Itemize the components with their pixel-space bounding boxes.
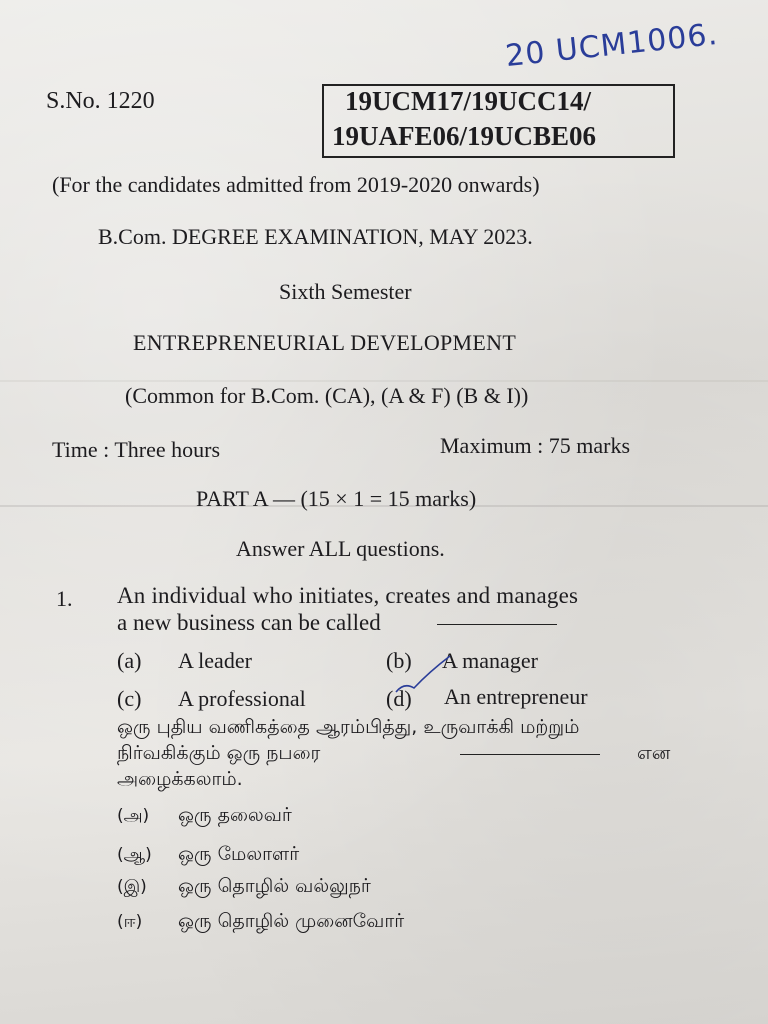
common-for-note: (Common for B.Com. (CA), (A & F) (B & I)) [125,383,529,408]
pen-tick-mark-icon [394,652,454,702]
tamil-question-line-1: ஒரு புதிய வணிகத்தை ஆரம்பித்து, உருவாக்கி மற்றும் [117,716,580,738]
course-code-line-1: 19UCM17/19UCC14/ [345,86,591,116]
option-text: A leader [178,648,252,673]
tamil-option-key: (ஈ) [117,912,143,932]
question-text-line-2: a new business can be called [117,610,381,635]
option-text: A manager [442,648,538,673]
tamil-option-text: ஒரு தொழில் முனைவோர் [178,910,405,932]
option-key: (c) [117,686,142,711]
handwritten-note: 20 UCM1006. [503,16,720,75]
tamil-option-text: ஒரு மேலாளர் [178,843,300,865]
tamil-option-key: (ஆ) [117,845,152,865]
option-text: A professional [178,686,306,711]
tamil-option-key: (இ) [117,877,147,897]
serial-number: S.No. 1220 [46,88,155,114]
exam-title: B.Com. DEGREE EXAMINATION, MAY 2023. [98,224,533,249]
eligibility-note: (For the candidates admitted from 2019-2020 onwards) [52,172,540,197]
option-key: (a) [117,648,142,673]
time-allowed: Time : Three hours [52,437,221,462]
option-text: An entrepreneur [444,684,588,709]
tamil-question-line-2: நிர்வகிக்கும் ஒரு நபரை [117,742,321,764]
part-a-heading: PART A — (15 × 1 = 15 marks) [196,486,477,511]
tamil-option-text: ஒரு தலைவர் [178,804,292,826]
question-number: 1. [56,586,73,611]
tamil-option-key: (அ) [117,806,150,826]
tamil-question-line-3: அழைக்கலாம். [117,768,243,790]
subject-title: ENTREPRENEURIAL DEVELOPMENT [133,330,517,355]
course-code-line-2: 19UAFE06/19UCBE06 [332,121,597,151]
answer-blank [437,624,557,625]
tamil-option-text: ஒரு தொழில் வல்லுநர் [178,875,371,897]
option-key: (d) [386,686,412,711]
semester: Sixth Semester [279,279,412,304]
tamil-question-line-2-end: என [637,742,671,764]
option-key: (b) [386,648,412,673]
question-text-line-1: An individual who initiates, creates and manages [117,583,579,608]
tamil-answer-blank [460,754,600,755]
part-a-instruction: Answer ALL questions. [236,536,445,561]
maximum-marks: Maximum : 75 marks [440,433,631,458]
